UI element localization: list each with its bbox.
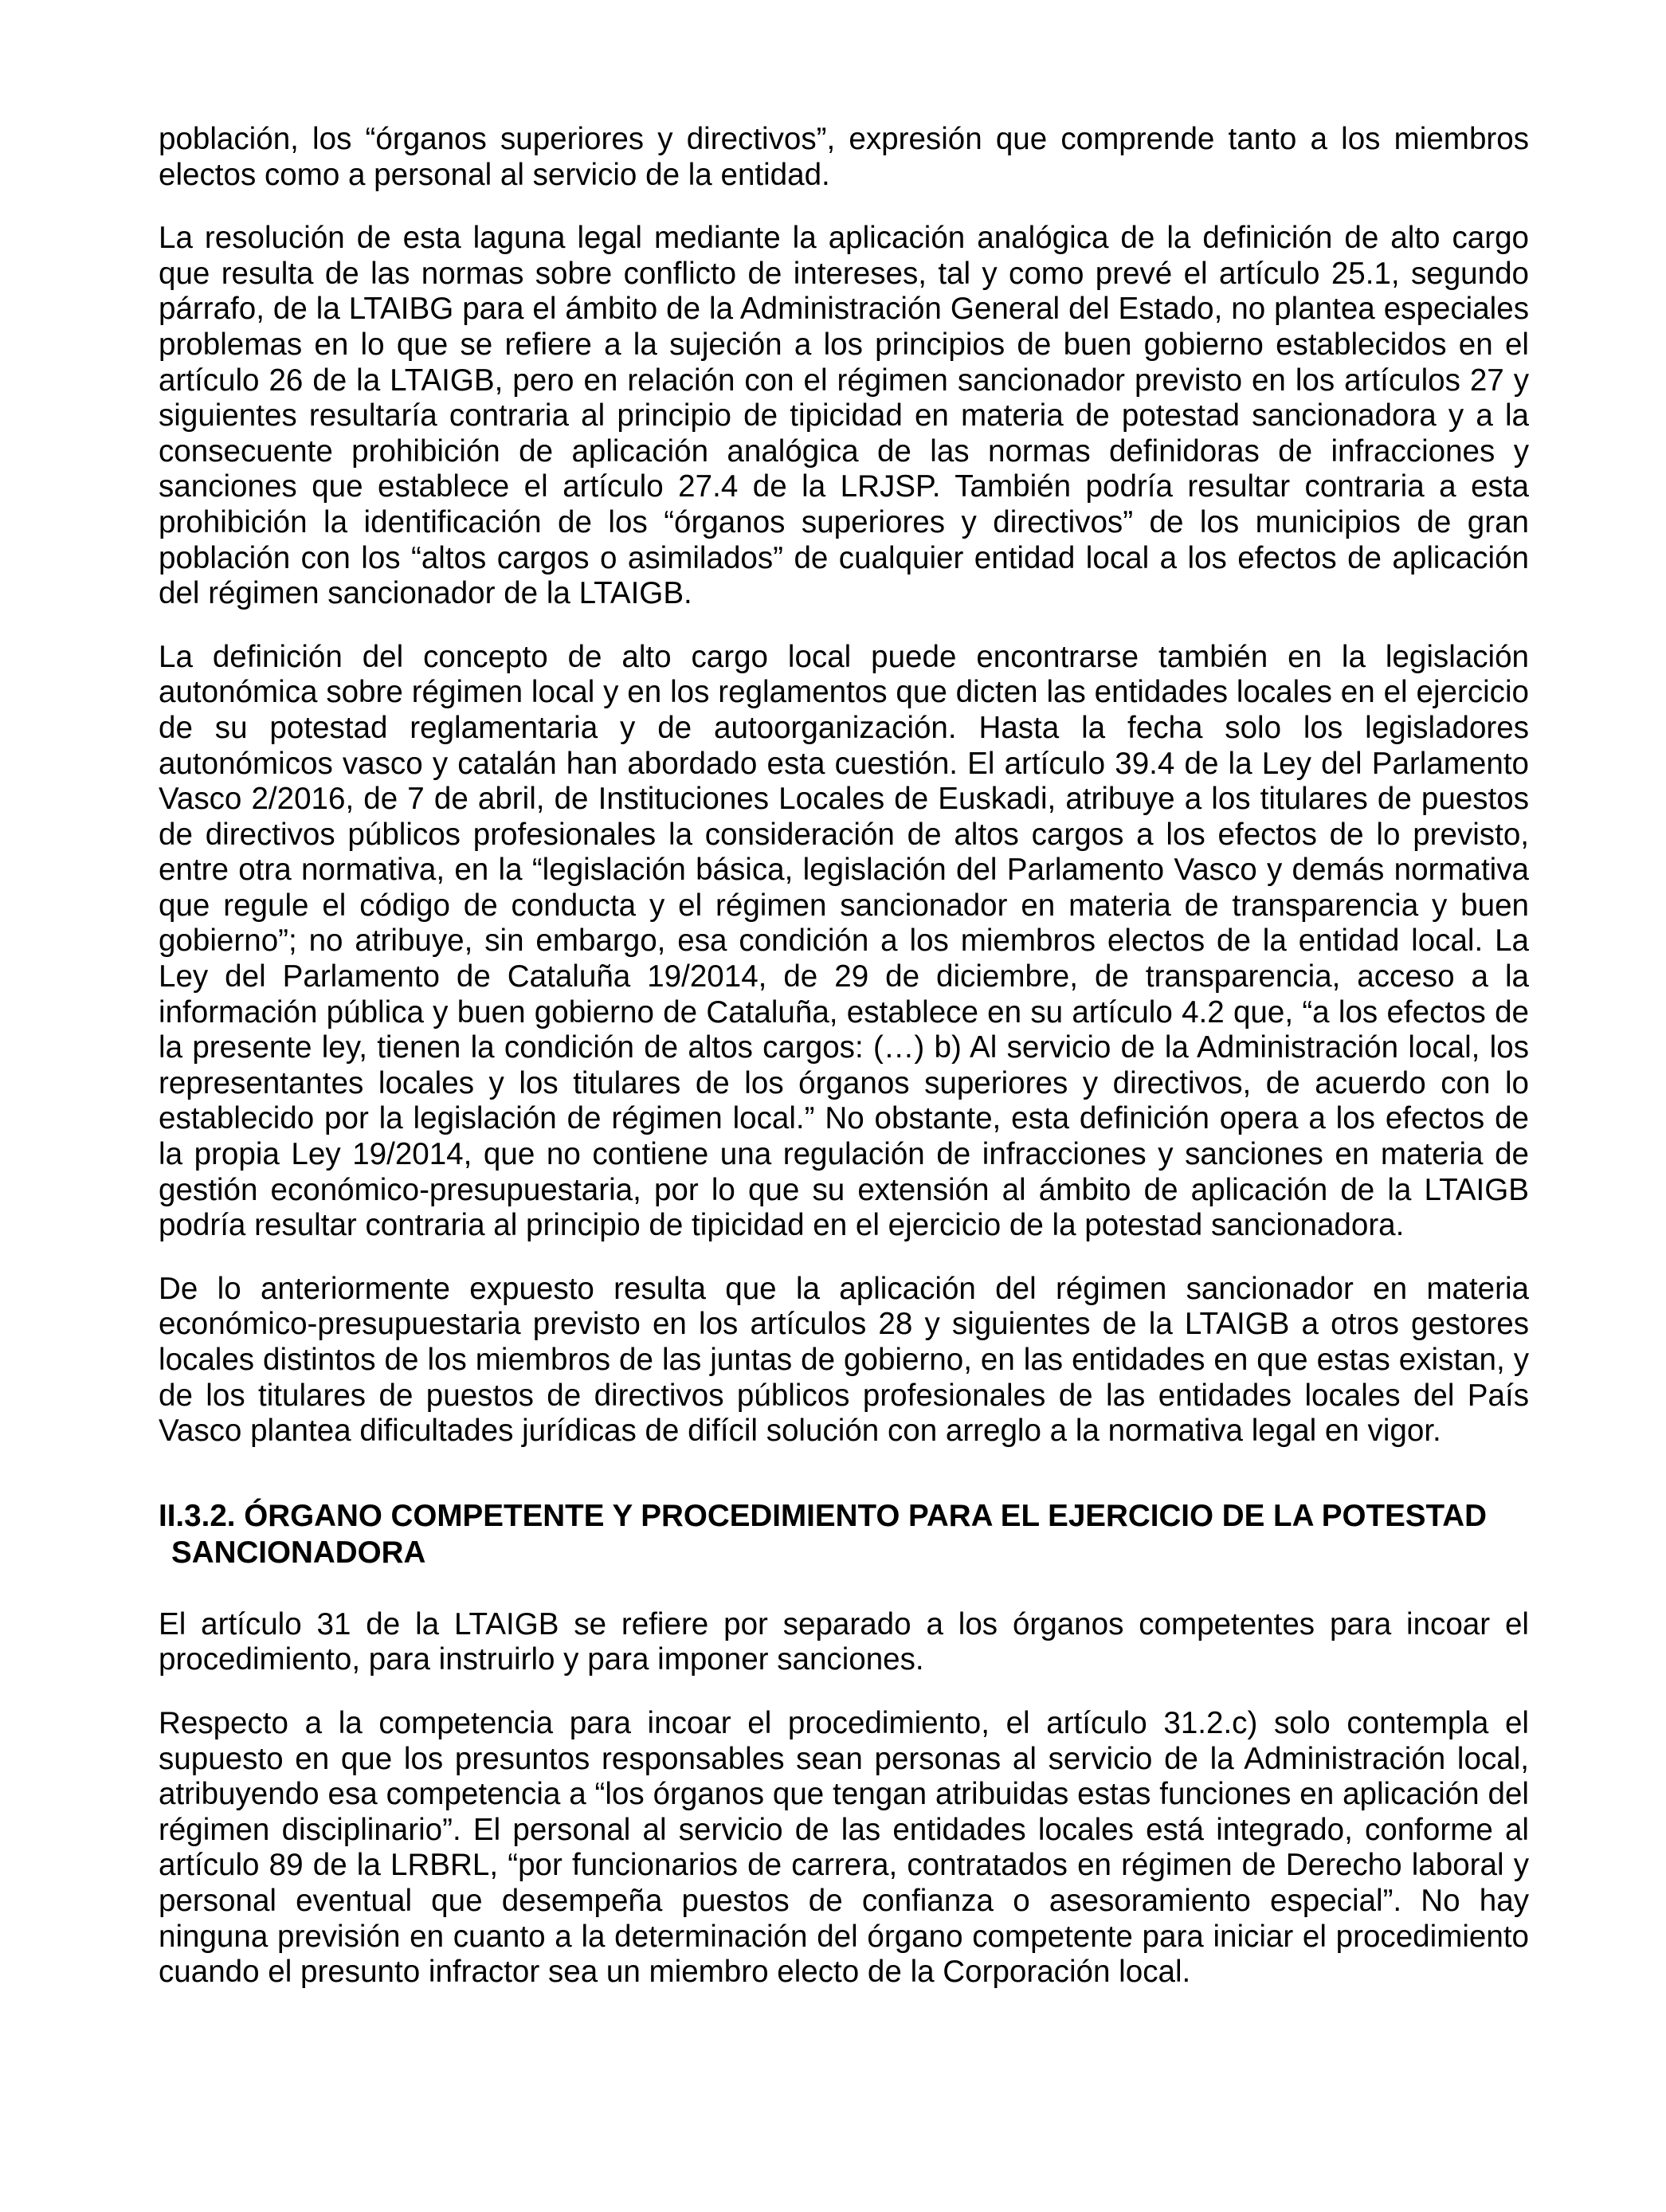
paragraph-competencia-incoar: Respecto a la competencia para incoar el procedimiento, el artículo 31.2.c) solo contempla el supuesto en que los presuntos responsables sean personas al servicio de la Administración local, atribuyendo esa competencia a “los órganos que tengan atribuidas estas funciones en aplicación del régimen disciplinario”. El personal al servicio de las entidades locales está integrado, conforme al artículo 89 de la LRBRL, “por funcionarios de carrera, contratados en régimen de Derecho laboral y personal eventual que desempeña puestos de confianza o asesoramiento especial”. No hay ninguna previsión en cuanto a la determinación del órgano competente para iniciar el procedimiento cuando el presunto infractor sea un miembro electo de la Corporación local. bbox=[159, 1705, 1529, 1990]
paragraph-articulo-31: El artículo 31 de la LTAIGB se refiere por separado a los órganos competentes para incoar el procedimiento, para instruirlo y para imponer sanciones. bbox=[159, 1606, 1529, 1677]
section-heading-line2: SANCIONADORA bbox=[171, 1535, 426, 1570]
paragraph-conclusion-regimen-sancionador: De lo anteriormente expuesto resulta que la aplicación del régimen sancionador en materia económico-presupuestaria previsto en los artículos 28 y siguientes de la LTAIGB a otros gestores locales distintos de los miembros de las juntas de gobierno, en las entidades en que estas existan, y de los titulares de puestos de directivos públicos profesionales de las entidades locales del País Vasco plantea dificultades jurídicas de difícil solución con arreglo a la normativa legal en vigor. bbox=[159, 1271, 1529, 1449]
section-heading bbox=[159, 1498, 1529, 1571]
paragraph-continuation: población, los “órganos superiores y directivos”, expresión que comprende tanto a los miembros electos como a personal al servicio de la entidad. bbox=[159, 122, 1529, 192]
paragraph-laguna-legal: La resolución de esta laguna legal mediante la aplicación analógica de la definición de alto cargo que resulta de las normas sobre conflicto de intereses, tal y como prevé el artículo 25.1, segundo párrafo, de la LTAIBG para el ámbito de la Administración General del Estado, no plantea especiales problemas en lo que se refiere a la sujeción a los principios de buen gobierno establecidos en el artículo 26 de la LTAIGB, pero en relación con el régimen sancionador previsto en los artículos 27 y siguientes resultaría contraria al principio de tipicidad en materia de potestad sancionadora y a la consecuente prohibición de aplicación analógica de las normas definidoras de infracciones y sanciones que establece el artículo 27.4 de la LRJSP. También podría resultar contraria a esta prohibición la identificación de los “órganos superiores y directivos” de los municipios de gran población con los “altos cargos o asimilados” de cualquier entidad local a los efectos de aplicación del régimen sancionador de la LTAIGB. bbox=[159, 221, 1529, 611]
paragraph-definicion-alto-cargo: La definición del concepto de alto cargo local puede encontrarse también en la legislación autonómica sobre régimen local y en los reglamentos que dicten las entidades locales en el ejercicio de su potestad reglamentaria y de autoorganización. Hasta la fecha solo los legisladores autonómicos vasco y catalán han abordado esta cuestión. El artículo 39.4 de la Ley del Parlamento Vasco 2/2016, de 7 de abril, de Instituciones Locales de Euskadi, atribuye a los titulares de puestos de directivos públicos profesionales la consideración de altos cargos a los efectos de lo previsto, entre otra normativa, en la “legislación básica, legislación del Parlamento Vasco y demás normativa que regule el código de conducta y el régimen sancionador en materia de transparencia y buen gobierno”; no atribuye, sin embargo, esa condición a los miembros electos de la entidad local. La Ley del Parlamento de Cataluña 19/2014, de 29 de diciembre, de transparencia, acceso a la información pública y buen gobierno de Cataluña, establece en su artículo 4.2 que, “a los efectos de la presente ley, tienen la condición de altos cargos: (…) b) Al servicio de la Administración local, los representantes locales y los titulares de los órganos superiores y directivos, de acuerdo con lo establecido por la legislación de régimen local.” No obstante, esta definición opera a los efectos de la propia Ley 19/2014, que no contiene una regulación de infracciones y sanciones en materia de gestión económico-presupuestaria, por lo que su extensión al ámbito de aplicación de la LTAIGB podría resultar contraria al principio de tipicidad en el ejercicio de la potestad sancionadora. bbox=[159, 639, 1529, 1243]
section-heading-line1: II.3.2. ÓRGANO COMPETENTE Y PROCEDIMIENTO PARA EL EJERCICIO DE LA POTESTAD bbox=[159, 1498, 1487, 1533]
